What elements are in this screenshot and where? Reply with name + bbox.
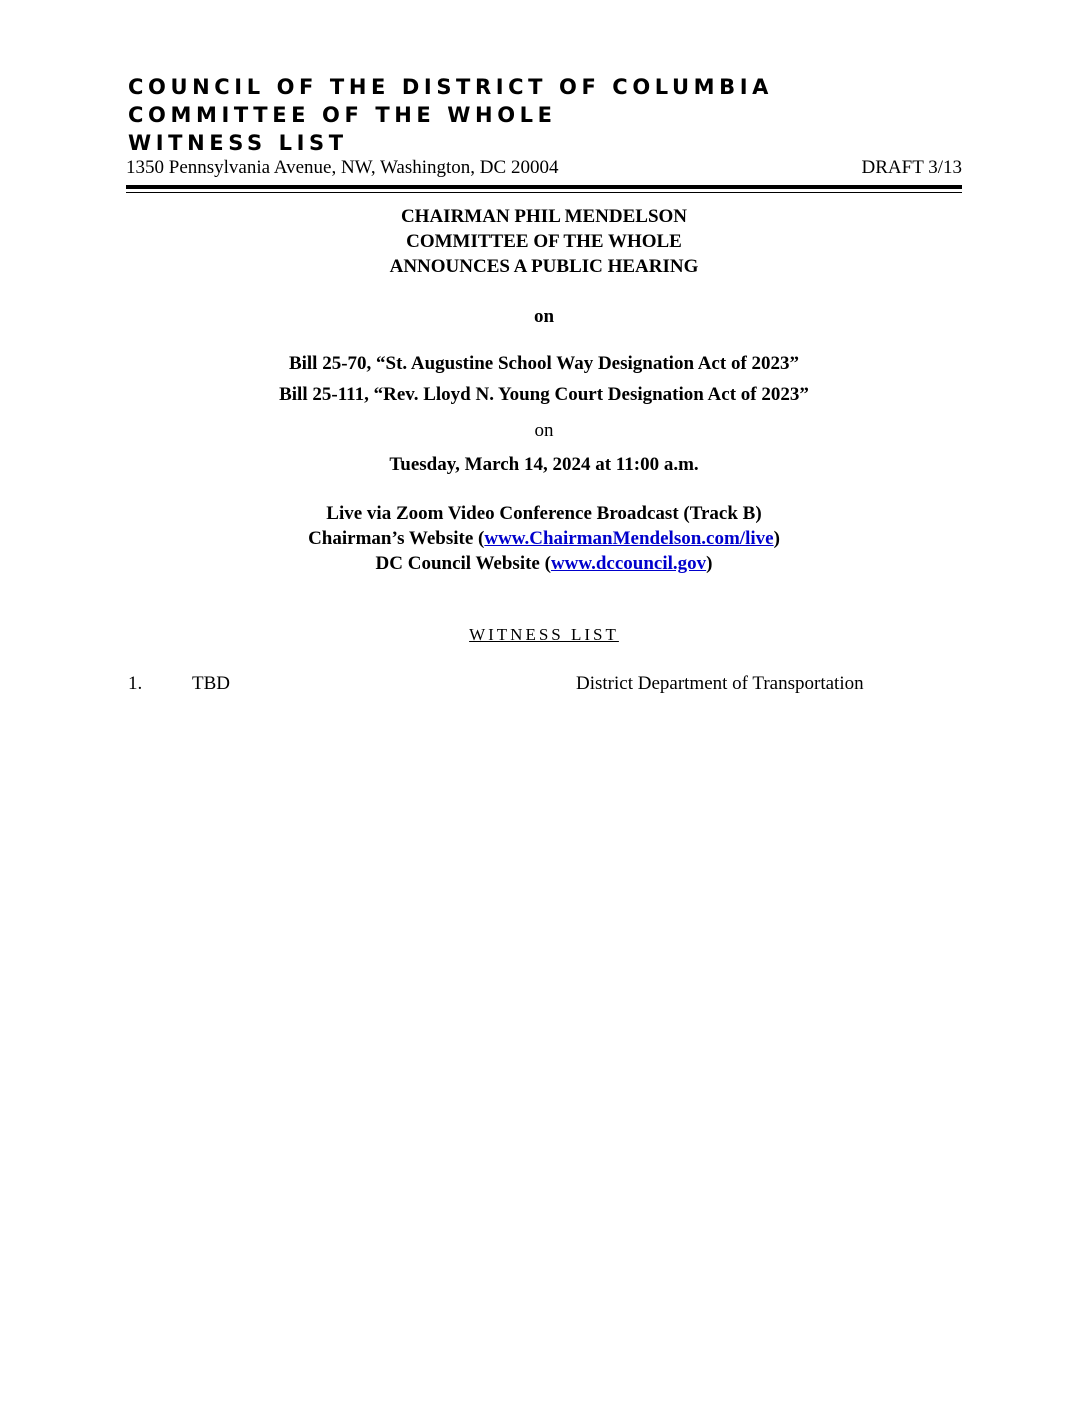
- on-label: on: [534, 420, 554, 441]
- broadcast-line: Live via Zoom Video Conference Broadcast (Track B): [326, 503, 762, 524]
- chairman-line: CHAIRMAN PHIL MENDELSON: [400, 206, 688, 227]
- council-website-link[interactable]: www.dccouncil.gov: [550, 553, 707, 574]
- bill-line-1: Bill 25-70, “St. Augustine School Way Designation Act of 2023”: [288, 353, 800, 374]
- hearing-date: Tuesday, March 14, 2024 at 11:00 a.m.: [389, 454, 699, 475]
- witness-name: TBD: [192, 673, 230, 694]
- witness-list-heading: WITNESS LIST: [469, 625, 619, 644]
- witness-list-title: WITNESS LIST: [128, 131, 348, 155]
- witness-number: 1.: [128, 673, 143, 694]
- council-website-line: [0, 552, 1088, 577]
- on-label-bold: on: [533, 306, 555, 327]
- header-rule-thick: [126, 185, 962, 189]
- committee-title: COMMITTEE OF THE WHOLE: [128, 103, 557, 127]
- witness-organization: District Department of Transportation: [576, 673, 864, 694]
- committee-line: COMMITTEE OF THE WHOLE: [406, 231, 682, 252]
- address-row: [126, 156, 962, 180]
- draft-label: DRAFT 3/13: [861, 157, 962, 178]
- council-title: COUNCIL OF THE DISTRICT OF COLUMBIA: [128, 75, 774, 99]
- chairman-website-prefix: Chairman’s Website (: [308, 528, 485, 549]
- council-website-suffix: ): [706, 553, 713, 574]
- bill-line-2: Bill 25-111, “Rev. Lloyd N. Young Court Designation Act of 2023”: [279, 384, 809, 405]
- header-rule-thin: [126, 192, 962, 193]
- council-website-prefix: DC Council Website (: [375, 553, 551, 574]
- address: 1350 Pennsylvania Avenue, NW, Washington, DC 20004: [126, 157, 559, 178]
- chairman-website-line: [0, 527, 1088, 552]
- chairman-website-link[interactable]: www.ChairmanMendelson.com/live: [484, 528, 774, 549]
- chairman-website-suffix: ): [773, 528, 780, 549]
- announces-line: ANNOUNCES A PUBLIC HEARING: [389, 256, 699, 277]
